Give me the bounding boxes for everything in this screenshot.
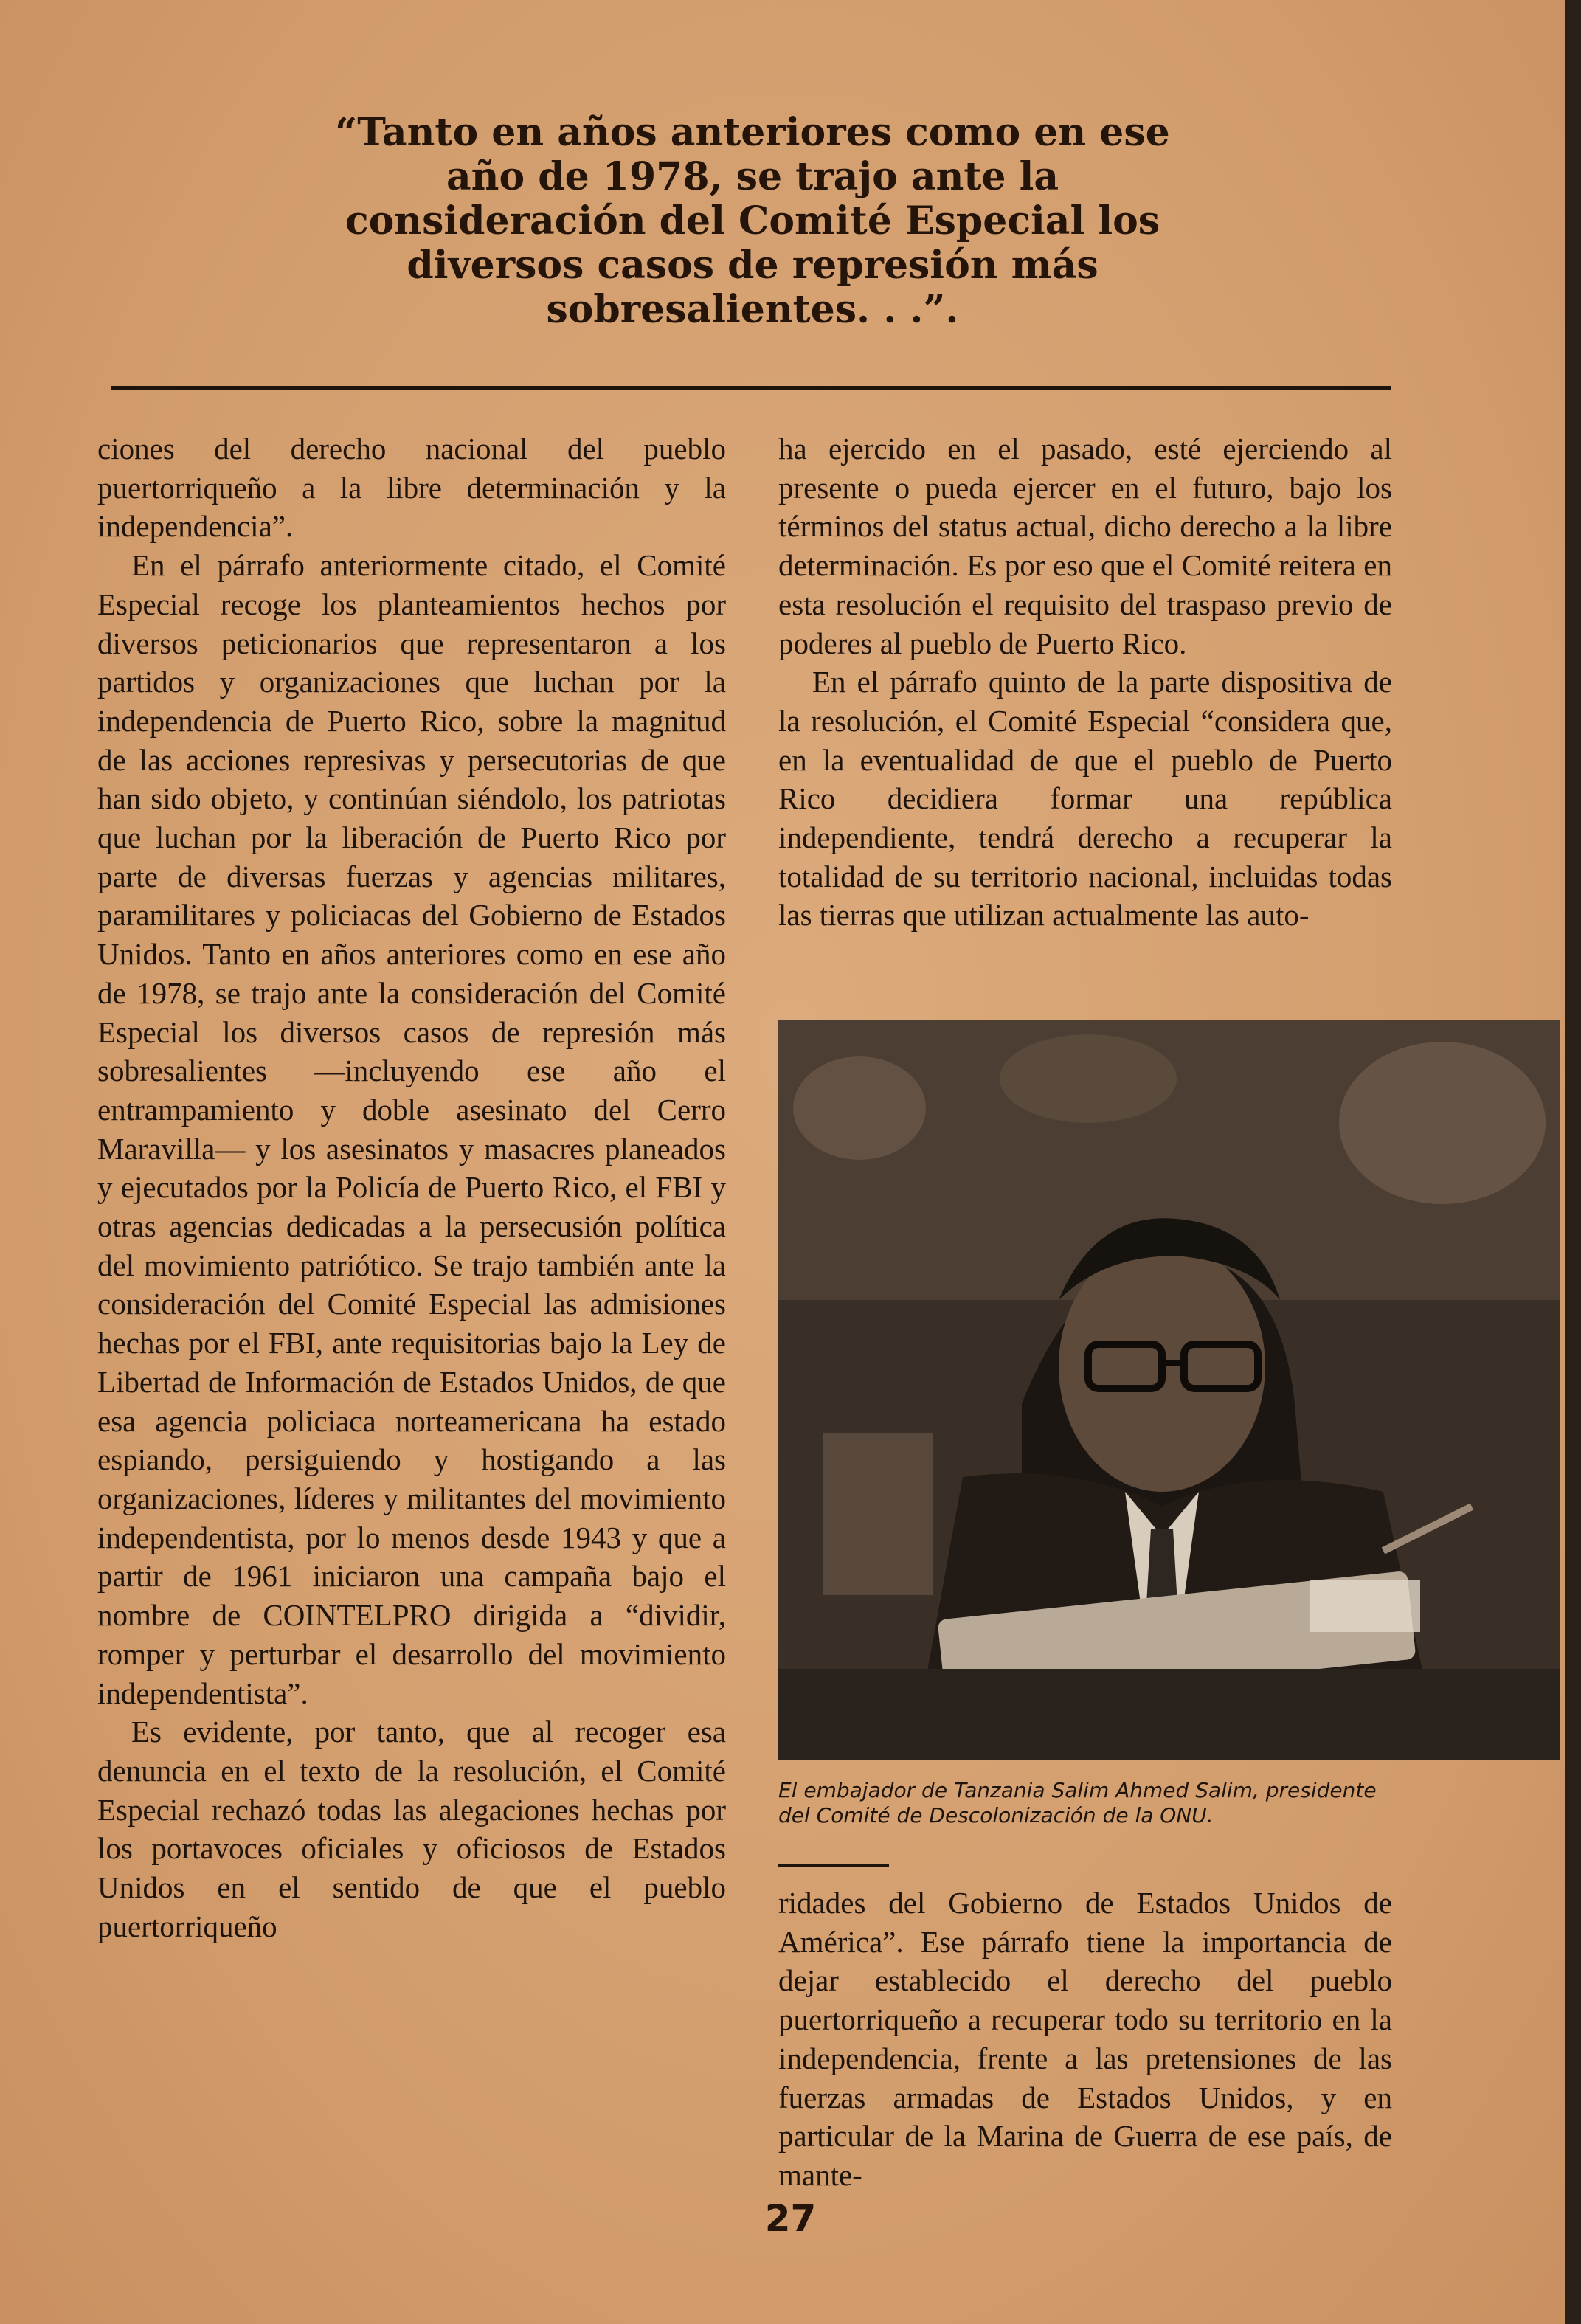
right-column-bottom bbox=[778, 1884, 1392, 2195]
pull-quote-line: sobresalientes. . .”. bbox=[546, 287, 959, 332]
paragraph: ridades del Gobierno de Estados Unidos de América”. Ese párrafo tiene la importancia de dejar establecido el derecho del pueblo puertorriqueño a recuperar todo su territorio en la independencia, frente a las pretensiones de las fuerzas armadas de Estados Unidos, y en particular de la Marina de Guerra de ese país, de mante- bbox=[778, 1886, 1392, 2192]
pull-quote-line: consideración del Comité Especial los bbox=[345, 198, 1160, 243]
paragraph: ciones del derecho nacional del pueblo puertorriqueño a la libre determinación y la independencia”. bbox=[97, 432, 726, 544]
paragraph: En el párrafo anteriormente citado, el Comité Especial recoge los planteamientos hechos por diversos peticionarios que representaron a los partidos y organizaciones que luchan por la independencia de Puerto Rico, sobre la magnitud de las acciones represivas y persecutorias de que han sido objeto, y continúan siéndolo, los patriotas que luchan por la liberación de Puerto Rico por parte de diversas fuerzas y agencias militares, paramilitares y policiacas del Gobierno de Estados Unidos. Tanto en años anteriores como en ese año de 1978, se trajo ante la consideración del Comité Especial los diversos casos de represión más sobresalientes —incluyendo ese año el entrampamiento y doble asesinato del Cerro Maravilla— y los asesinatos y masacres planeados y ejecutados por la Policía de Puerto Rico, el FBI y otras agencias dedicadas a la persecusión política del movimiento patriótico. Se trajo también ante la consideración del Comité Especial las admisiones hechas por el FBI, ante requisitorias bajo la Ley de Libertad de Información de Estados Unidos, de que esa agencia policiaca norteamericana ha estado espiando, persiguiendo y hostigando a las organizaciones, líderes y militantes del movimiento independentista, por lo menos desde 1943 y que a partir de 1961 iniciaron una campaña bajo el nombre de COINTELPRO dirigida a “dividir, romper y perturbar el desarrollo del movimiento independentista”. bbox=[97, 548, 726, 1710]
scan-edge bbox=[1565, 0, 1581, 2324]
photo-ambassador bbox=[778, 1020, 1560, 1760]
pull-quote-line: año de 1978, se trajo ante la bbox=[446, 154, 1059, 199]
paragraph: En el párrafo quinto de la parte dispositiva de la resolución, el Comité Especial “considera que, en la eventualidad de que el pueblo de Puerto Rico decidiera formar una república independiente, tendrá derecho a recuperar la totalidad de su territorio nacional, incluidas todas las tierras que utilizan actualmente las auto- bbox=[778, 665, 1392, 933]
right-column-top bbox=[778, 429, 1392, 935]
paragraph: Es evidente, por tanto, que al recoger esa denuncia en el texto de la resolución, el Comité Especial rechazó todas las alegaciones hechas por los portavoces oficiales y oficiosos de Estados Unidos en el sentido de que el pueblo puertorriqueño bbox=[97, 1715, 726, 1943]
pull-quote-line: “Tanto en años anteriores como en ese bbox=[335, 110, 1170, 155]
section-divider bbox=[111, 386, 1391, 390]
caption-divider bbox=[778, 1864, 889, 1867]
photo-illustration bbox=[778, 1020, 1560, 1760]
paragraph: ha ejercido en el pasado, esté ejerciendo al presente o pueda ejercer en el futuro, bajo los términos del status actual, dicho derecho a la libre determinación. Es por eso que el Comité reitera en esta resolución el requisito del traspaso previo de poderes al pueblo de Puerto Rico. bbox=[778, 432, 1392, 660]
left-column bbox=[97, 429, 726, 1946]
pull-quote bbox=[221, 111, 1284, 332]
page-number: 27 bbox=[764, 2197, 817, 2240]
photo-caption: El embajador de Tanzania Salim Ahmed Salim, presidente del Comité de Descolonización de la ONU. bbox=[778, 1778, 1377, 1827]
pull-quote-line: diversos casos de represión más bbox=[407, 243, 1099, 288]
